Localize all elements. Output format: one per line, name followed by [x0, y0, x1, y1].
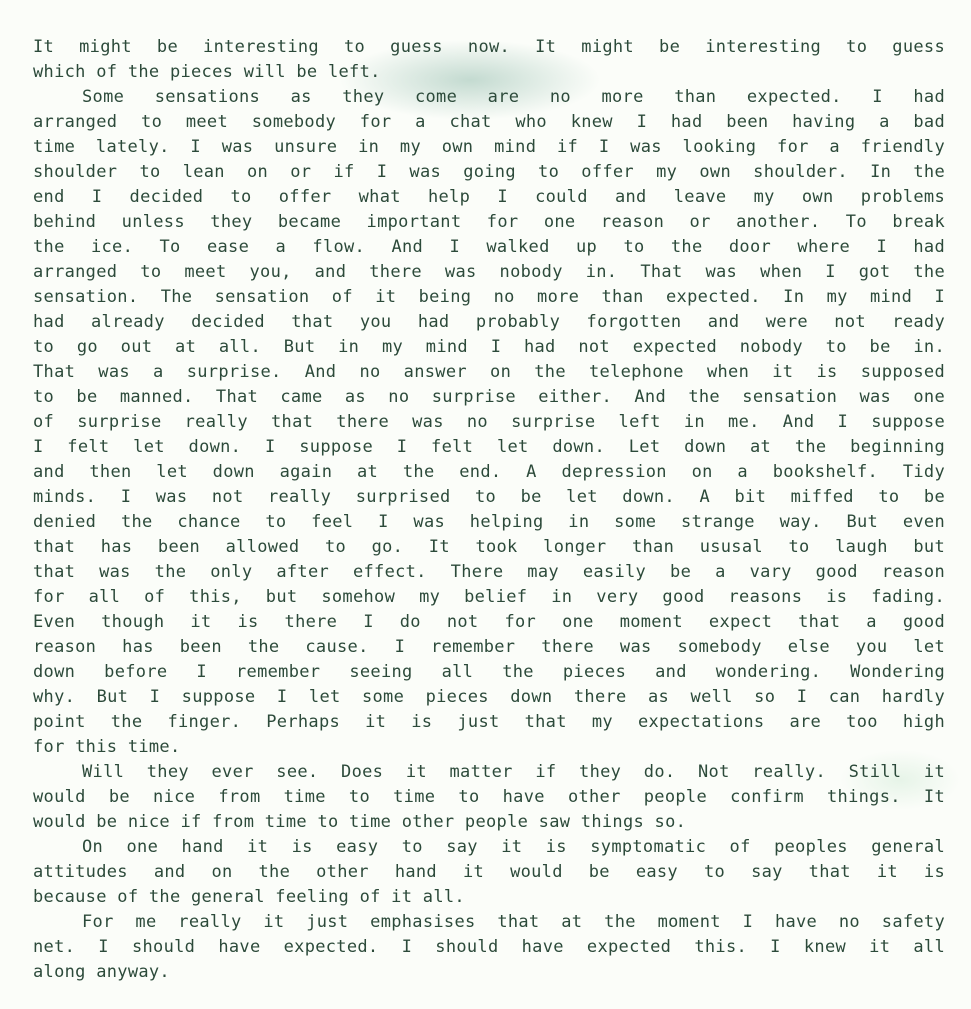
text-line: along anyway.	[33, 962, 170, 982]
text-line: and then let down again at the end. A depression on a bookshelf. Tidy	[33, 462, 945, 482]
text-line: for this time.	[33, 737, 181, 757]
text-line: Even though it is there I do not for one moment expect that a good	[33, 612, 945, 632]
text-line: reason has been the cause. I remember there was somebody else you let	[33, 637, 945, 657]
text-line: had already decided that you had probably forgotten and were not ready	[33, 312, 945, 332]
text-line: for all of this, but somehow my belief in very good reasons is fading.	[33, 587, 945, 607]
text-line: behind unless they became important for one reason or another. To break	[33, 212, 945, 232]
text-line: That was a surprise. And no answer on the telephone when it is supposed	[33, 362, 945, 382]
text-line: I felt let down. I suppose I felt let down. Let down at the beginning	[33, 437, 945, 457]
text-line: because of the general feeling of it all.	[33, 887, 465, 907]
text-line: which of the pieces will be left.	[33, 62, 381, 82]
text-line: to be manned. That came as no surprise either. And the sensation was one	[33, 387, 945, 407]
document-text	[33, 35, 945, 985]
text-line: For me really it just emphasises that at the moment I have no safety	[82, 912, 945, 932]
text-line: Will they ever see. Does it matter if they do. Not really. Still it	[82, 762, 945, 782]
text-line: minds. I was not really surprised to be let down. A bit miffed to be	[33, 487, 945, 507]
text-line: that has been allowed to go. It took longer than ususal to laugh but	[33, 537, 945, 557]
text-line: net. I should have expected. I should have expected this. I knew it all	[33, 937, 945, 957]
text-line: shoulder to lean on or if I was going to offer my own shoulder. In the	[33, 162, 945, 182]
text-line: end I decided to offer what help I could and leave my own problems	[33, 187, 945, 207]
text-line: time lately. I was unsure in my own mind if I was looking for a friendly	[33, 137, 945, 157]
text-line: why. But I suppose I let some pieces down there as well so I can hardly	[33, 687, 945, 707]
text-line: attitudes and on the other hand it would be easy to say that it is	[33, 862, 945, 882]
text-line: the ice. To ease a flow. And I walked up to the door where I had	[33, 237, 945, 257]
text-line: denied the chance to feel I was helping in some strange way. But even	[33, 512, 945, 532]
text-line: arranged to meet you, and there was nobody in. That was when I got the	[33, 262, 945, 282]
text-line: of surprise really that there was no surprise left in me. And I suppose	[33, 412, 945, 432]
text-line: that was the only after effect. There may easily be a vary good reason	[33, 562, 945, 582]
text-line: Some sensations as they come are no more than expected. I had	[82, 87, 945, 107]
text-line: point the finger. Perhaps it is just that my expectations are too high	[33, 712, 945, 732]
text-line: On one hand it is easy to say it is symptomatic of peoples general	[82, 837, 945, 857]
text-line: down before I remember seeing all the pieces and wondering. Wondering	[33, 662, 945, 682]
text-line: arranged to meet somebody for a chat who knew I had been having a bad	[33, 112, 945, 132]
text-line: It might be interesting to guess now. It might be interesting to guess	[33, 37, 945, 57]
text-line: would be nice if from time to time other people saw things so.	[33, 812, 687, 832]
text-line: would be nice from time to time to have other people confirm things. It	[33, 787, 945, 807]
text-line: sensation. The sensation of it being no more than expected. In my mind I	[33, 287, 945, 307]
text-line: to go out at all. But in my mind I had not expected nobody to be in.	[33, 337, 945, 357]
